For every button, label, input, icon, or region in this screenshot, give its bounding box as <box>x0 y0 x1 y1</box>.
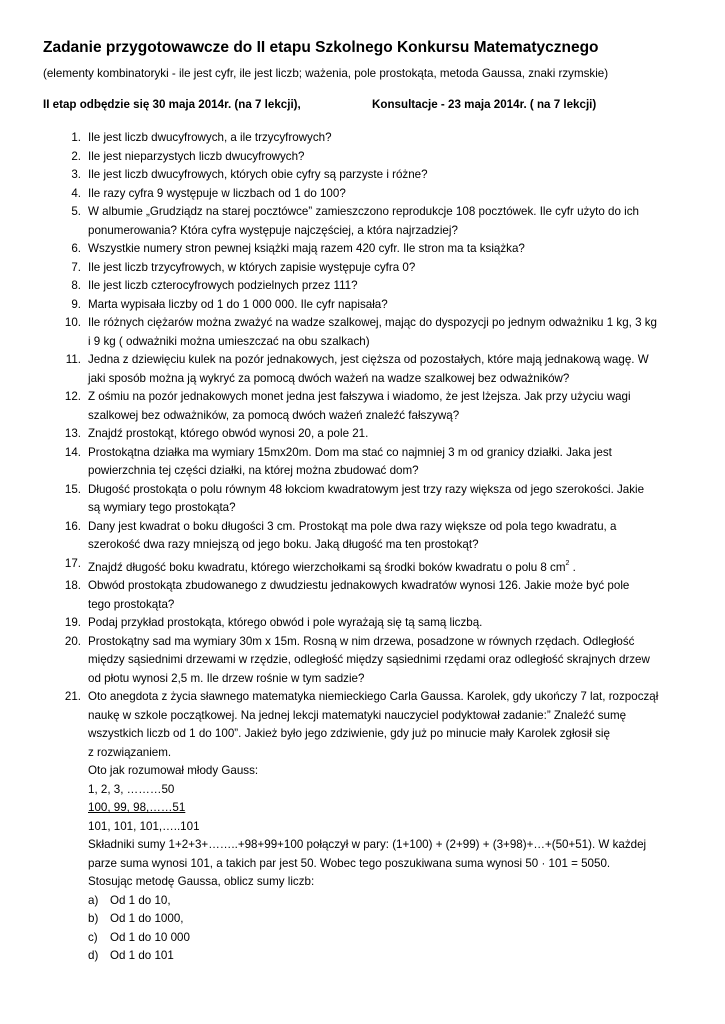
task-number: 10. <box>64 316 81 329</box>
task-line: są wymiary tego prostokąta? <box>88 501 236 514</box>
superscript: 2 <box>565 559 570 567</box>
task-text: Marta wypisała liczby od 1 do 1 000 000. Ile cyfr napisała? <box>88 297 388 311</box>
task-item <box>52 185 692 204</box>
task-number: 7. <box>71 260 81 274</box>
task-item <box>52 314 692 351</box>
task-item <box>52 148 692 167</box>
task-line: W albumie „Grudziądz na starej pocztówce” zamieszczono reprodukcje 108 pocztówek. Ile cyfr użyto do ich <box>88 205 639 218</box>
task-line: Dany jest kwadrat o boku długości 3 cm. Prostokąt ma pole dwa razy większe od pola tego kwadratu, a <box>88 519 617 533</box>
task-item <box>52 444 692 481</box>
task-item <box>52 518 692 555</box>
task-number: 8. <box>71 279 81 292</box>
task-line: między sąsiednimi drzewami w rzędzie, odległość między sąsiednimi rzędami oraz odległość skrajnych drzew <box>88 653 650 666</box>
task-item <box>52 240 692 259</box>
task-item <box>52 555 692 578</box>
task-item <box>52 633 692 689</box>
task-number: 17. <box>64 556 81 570</box>
task-line: tego prostokąta? <box>88 597 175 611</box>
task-line: Obwód prostokąta zbudowanego z dwudziestu jednakowych kwadratów wynosi 126. Jakie może być pole <box>88 579 630 592</box>
subtask-item <box>88 929 692 948</box>
task-number: 20. <box>64 634 81 648</box>
task-list <box>52 129 692 966</box>
task-text: Ile jest nieparzystych liczb dwucyfrowych? <box>88 149 305 163</box>
task-line: i 9 kg ( odważniki można umieszczać na obu szalkach) <box>88 334 370 348</box>
task-line: jaki sposób można ją wykryć za pomocą dwóch ważeń na wadze szalkowej bez odważników? <box>88 371 570 385</box>
task-item <box>52 129 692 148</box>
task-line: powierzchnia tej części działki, na której można zbudować dom? <box>88 464 419 477</box>
task-line: Jedna z dziewięciu kulek na pozór jednakowych, jest cięższa od pozostałych, które mają jednakową wagę. W <box>88 353 649 366</box>
task-item <box>52 614 692 633</box>
task-line: szalkowej bez odważników, za pomocą dwóch ważeń znaleźć fałszywą? <box>88 408 460 422</box>
consultation-date-info: Konsultacje - 23 maja 2014r. ( na 7 lekcji) <box>372 98 597 111</box>
task-number: 14. <box>64 445 81 459</box>
task-number: 1. <box>71 131 81 144</box>
task-line: Ile różnych ciężarów można zważyć na wadze szalkowej, mając do dyspozycji po jednym odważniku 1 kg, 3 kg <box>88 316 657 329</box>
gauss-row-descending: 100, 99, 98,……51 <box>88 801 186 814</box>
task-number: 18. <box>64 579 81 592</box>
subtask-item <box>88 947 692 966</box>
task-line: od płotu wynosi 2,5 m. Ile drzew rośnie w tym sadzie? <box>88 671 365 685</box>
task-line: parze suma wynosi 101, a takich par jest 50. Wobec tego poszukiwana suma wynosi 50 · 101 = 5050. <box>88 856 611 870</box>
task-text: Podaj przykład prostokąta, którego obwód i pole wyrażają się tą samą liczbą. <box>88 616 483 629</box>
subtask-label: a) <box>88 893 99 907</box>
subtask-text: Od 1 do 10, <box>110 893 171 907</box>
task-line: naukę w szkole początkowej. Na jednej lekcji matematyki nauczyciel podyktował zadanie:” Znaleźć sumę <box>88 708 627 722</box>
subtask-text: Od 1 do 1000, <box>110 912 184 925</box>
task-number: 19. <box>64 616 81 629</box>
subtask-text: Od 1 do 101 <box>110 949 174 962</box>
stage-date-info: II etap odbędzie się 30 maja 2014r. (na 7 lekcji), <box>43 98 301 111</box>
task-item <box>52 351 692 388</box>
task-number: 13. <box>64 427 81 440</box>
task-line: Oto jak rozumował młody Gauss: <box>88 764 259 777</box>
task-item <box>52 688 692 966</box>
subtask-item <box>88 910 692 929</box>
task-item <box>52 166 692 185</box>
task-line: ponumerowania? Która cyfra występuje najczęściej, a która najrzadziej? <box>88 223 458 237</box>
document-title: Zadanie przygotowawcze do II etapu Szkolnego Konkursu Matematycznego <box>43 39 599 56</box>
task-line: Z ośmiu na pozór jednakowych monet jedna jest fałszywa i wiadomo, że jest lżejsza. Jak przy użyciu wagi <box>88 390 631 403</box>
task-text: Ile jest liczb czterocyfrowych podzielnych przez 111? <box>88 279 358 292</box>
task-number: 6. <box>71 242 81 255</box>
subtask-label: c) <box>88 930 98 944</box>
task-line: Oto anegdota z życia sławnego matematyka niemieckiego Carla Gaussa. Karolek, gdy ukończy 7 lat, rozpoczął <box>88 690 659 703</box>
task-text: Znajdź długość boku kwadratu, którego wierzchołkami są środki boków kwadratu o polu 8 cm <box>88 560 566 574</box>
task-item <box>52 296 692 315</box>
task-text: Ile jest liczb trzycyfrowych, w których zapisie występuje cyfra 0? <box>88 260 416 274</box>
task-number: 12. <box>64 390 81 403</box>
task-line: szerokość dwa razy mniejszą od jego boku. Jaką długość ma ten prostokąt? <box>88 538 479 551</box>
task-item <box>52 388 692 425</box>
task-number: 3. <box>71 168 81 181</box>
task-item <box>52 577 692 614</box>
task-text: Wszystkie numery stron pewnej książki mają razem 420 cyfr. Ile stron ma ta książka? <box>88 242 525 255</box>
task-line: Stosując metodę Gaussa, oblicz sumy liczb: <box>88 875 315 888</box>
task-number: 2. <box>71 149 81 163</box>
gauss-row-sum: 101, 101, 101,…..101 <box>88 819 200 833</box>
task-item <box>52 425 692 444</box>
task-line: z rozwiązaniem. <box>88 745 172 759</box>
task-line: Prostokątny sad ma wymiary 30m x 15m. Rosną w nim drzewa, posadzone w równych rzędach. Odległość <box>88 634 635 648</box>
task-number: 16. <box>64 519 81 533</box>
document-subtitle: (elementy kombinatoryki - ile jest cyfr, ile jest liczb; ważenia, pole prostokąta, metoda Gaussa, znaki rzymskie) <box>43 67 609 80</box>
task-text: Ile jest liczb dwucyfrowych, których obie cyfry są parzyste i różne? <box>88 168 428 181</box>
gauss-row-ascending: 1, 2, 3, ………50 <box>88 782 175 796</box>
task-text: Ile razy cyfra 9 występuje w liczbach od 1 do 100? <box>88 186 346 200</box>
task-number: 11. <box>65 353 81 366</box>
task-line: Prostokątna działka ma wymiary 15mx20m. Dom ma stać co najmniej 3 m od granicy działki. Jaka jest <box>88 445 612 459</box>
task-text: Ile jest liczb dwucyfrowych, a ile trzycyfrowych? <box>88 131 332 144</box>
subtask-text: Od 1 do 10 000 <box>110 930 190 944</box>
task-text: Znajdź prostokąt, którego obwód wynosi 20, a pole 21. <box>88 427 369 440</box>
task-item <box>52 277 692 296</box>
task-number: 15. <box>64 482 81 496</box>
task-number: 5. <box>71 205 81 218</box>
task-item <box>52 259 692 278</box>
subtask-label: d) <box>88 949 99 962</box>
task-number: 4. <box>71 186 81 200</box>
task-line: wszystkich liczb od 1 do 100”. Jakież było jego zdziwienie, gdy już po minucie mały Karolek zgłosił się <box>88 727 610 740</box>
task-line: Składniki sumy 1+2+3+……..+98+99+100 połączył w pary: (1+100) + (2+99) + (3+98)+…+(50+51). W każdej <box>88 838 647 851</box>
task-number: 21. <box>64 690 81 703</box>
task-item <box>52 481 692 518</box>
task-item <box>52 203 692 240</box>
task-number: 9. <box>71 297 81 311</box>
task-text-tail: . <box>569 560 576 574</box>
subtask-label: b) <box>88 912 99 925</box>
task-line: Długość prostokąta o polu równym 48 łokciom kwadratowym jest trzy razy większa od jego szerokości. Jakie <box>88 482 645 496</box>
subtask-item <box>88 892 692 911</box>
